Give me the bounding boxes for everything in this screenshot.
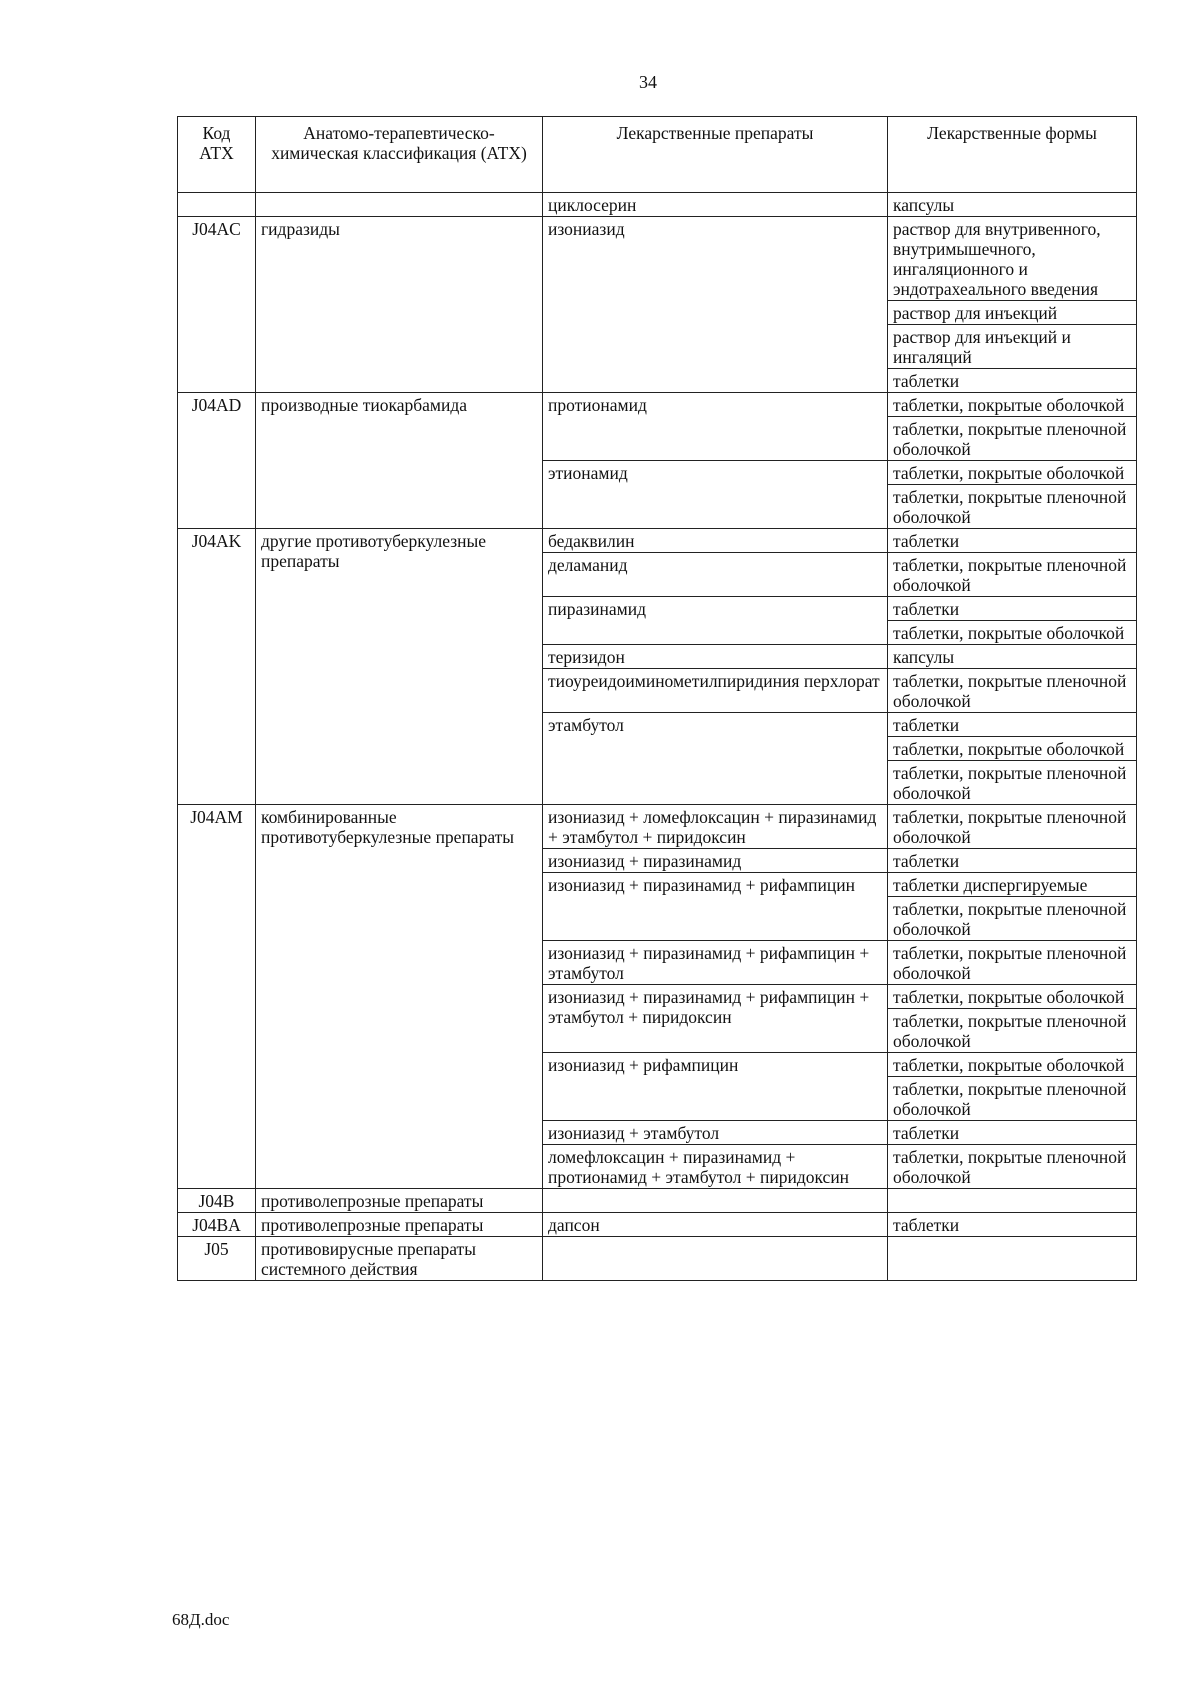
table-row bbox=[178, 193, 1137, 217]
atc-classification-cell bbox=[256, 193, 543, 217]
dosage-form-cell: таблетки, покрытые оболочкой bbox=[888, 985, 1137, 1009]
page-number: 34 bbox=[639, 72, 657, 92]
dosage-form-cell: таблетки диспергируемые bbox=[888, 873, 1137, 897]
header-atc-classification: Анатомо-терапевтическо-химическая классификация (АТХ) bbox=[256, 117, 543, 193]
dosage-form-cell: таблетки, покрытые оболочкой bbox=[888, 621, 1137, 645]
atc-code-cell: J05 bbox=[178, 1237, 256, 1281]
atc-classification-cell: противолепрозные препараты bbox=[256, 1213, 543, 1237]
dosage-form-cell: таблетки bbox=[888, 713, 1137, 737]
dosage-form-cell: таблетки, покрытые пленочной оболочкой bbox=[888, 485, 1137, 529]
atc-code-cell: J04AC bbox=[178, 217, 256, 393]
header-drugs: Лекарственные препараты bbox=[543, 117, 888, 193]
dosage-form-cell: капсулы bbox=[888, 645, 1137, 669]
drug-name-cell: изониазид + пиразинамид + рифампицин + этамбутол + пиридоксин bbox=[543, 985, 888, 1053]
drug-name-cell: протионамид bbox=[543, 393, 888, 461]
dosage-form-cell: таблетки, покрытые пленочной оболочкой bbox=[888, 1009, 1137, 1053]
dosage-form-cell: таблетки, покрытые оболочкой bbox=[888, 461, 1137, 485]
drug-table bbox=[177, 116, 1137, 1281]
table-row bbox=[178, 217, 1137, 301]
atc-classification-cell: производные тиокарбамида bbox=[256, 393, 543, 529]
dosage-form-cell: таблетки, покрытые пленочной оболочкой bbox=[888, 761, 1137, 805]
dosage-form-cell: раствор для инъекций bbox=[888, 301, 1137, 325]
drug-name-cell: тиоуреидоиминометилпиридиния перхлорат bbox=[543, 669, 888, 713]
atc-code-cell: J04AD bbox=[178, 393, 256, 529]
drug-name-cell: изониазид + ломефлоксацин + пиразинамид + этамбутол + пиридоксин bbox=[543, 805, 888, 849]
dosage-form-cell: таблетки, покрытые пленочной оболочкой bbox=[888, 417, 1137, 461]
table-row bbox=[178, 1189, 1137, 1213]
drug-name-cell: ломефлоксацин + пиразинамид + протионамид + этамбутол + пиридоксин bbox=[543, 1145, 888, 1189]
dosage-form-cell bbox=[888, 1237, 1137, 1281]
atc-code-cell: J04AM bbox=[178, 805, 256, 1189]
dosage-form-cell: таблетки bbox=[888, 849, 1137, 873]
header-dosage-forms: Лекарственные формы bbox=[888, 117, 1137, 193]
drug-name-cell: деламанид bbox=[543, 553, 888, 597]
drug-name-cell bbox=[543, 1189, 888, 1213]
dosage-form-cell: таблетки bbox=[888, 1121, 1137, 1145]
atc-classification-cell: противовирусные препараты системного действия bbox=[256, 1237, 543, 1281]
table-row bbox=[178, 529, 1137, 553]
drug-name-cell: изониазид + рифампицин bbox=[543, 1053, 888, 1121]
drug-name-cell: изониазид + пиразинамид bbox=[543, 849, 888, 873]
drug-name-cell: изониазид bbox=[543, 217, 888, 393]
drug-name-cell bbox=[543, 1237, 888, 1281]
table-row bbox=[178, 393, 1137, 417]
drug-name-cell: пиразинамид bbox=[543, 597, 888, 645]
drug-name-cell: теризидон bbox=[543, 645, 888, 669]
dosage-form-cell: таблетки, покрытые пленочной оболочкой bbox=[888, 1077, 1137, 1121]
drug-name-cell: изониазид + пиразинамид + рифампицин bbox=[543, 873, 888, 941]
dosage-form-cell: таблетки, покрытые пленочной оболочкой bbox=[888, 553, 1137, 597]
dosage-form-cell: таблетки, покрытые оболочкой bbox=[888, 1053, 1137, 1077]
table-row bbox=[178, 1237, 1137, 1281]
atc-classification-cell: комбинированные противотуберкулезные препараты bbox=[256, 805, 543, 1189]
drug-name-cell: циклосерин bbox=[543, 193, 888, 217]
dosage-form-cell: раствор для инъекций и ингаляций bbox=[888, 325, 1137, 369]
dosage-form-cell: таблетки, покрытые оболочкой bbox=[888, 393, 1137, 417]
dosage-form-cell bbox=[888, 1189, 1137, 1213]
atc-code-cell bbox=[178, 193, 256, 217]
dosage-form-cell: таблетки, покрытые пленочной оболочкой bbox=[888, 897, 1137, 941]
footer-filename: 68Д.doc bbox=[172, 1610, 230, 1629]
atc-code-cell: J04AK bbox=[178, 529, 256, 805]
drug-name-cell: этионамид bbox=[543, 461, 888, 529]
dosage-form-cell: раствор для внутривенного, внутримышечного, ингаляционного и эндотрахеального введения bbox=[888, 217, 1137, 301]
drug-name-cell: дапсон bbox=[543, 1213, 888, 1237]
dosage-form-cell: таблетки, покрытые пленочной оболочкой bbox=[888, 941, 1137, 985]
atc-classification-cell: другие противотуберкулезные препараты bbox=[256, 529, 543, 805]
dosage-form-cell: таблетки bbox=[888, 597, 1137, 621]
table-body bbox=[178, 193, 1137, 1281]
atc-code-cell: J04B bbox=[178, 1189, 256, 1213]
dosage-form-cell: таблетки, покрытые оболочкой bbox=[888, 737, 1137, 761]
dosage-form-cell: капсулы bbox=[888, 193, 1137, 217]
dosage-form-cell: таблетки bbox=[888, 529, 1137, 553]
atc-classification-cell: гидразиды bbox=[256, 217, 543, 393]
header-atc-code: Код АТХ bbox=[178, 117, 256, 193]
table-row bbox=[178, 805, 1137, 849]
drug-name-cell: этамбутол bbox=[543, 713, 888, 805]
table-row bbox=[178, 1213, 1137, 1237]
dosage-form-cell: таблетки, покрытые пленочной оболочкой bbox=[888, 669, 1137, 713]
dosage-form-cell: таблетки bbox=[888, 369, 1137, 393]
dosage-form-cell: таблетки, покрытые пленочной оболочкой bbox=[888, 805, 1137, 849]
drug-name-cell: изониазид + этамбутол bbox=[543, 1121, 888, 1145]
dosage-form-cell: таблетки bbox=[888, 1213, 1137, 1237]
atc-classification-cell: противолепрозные препараты bbox=[256, 1189, 543, 1213]
dosage-form-cell: таблетки, покрытые пленочной оболочкой bbox=[888, 1145, 1137, 1189]
table-header-row bbox=[178, 117, 1137, 193]
drug-name-cell: изониазид + пиразинамид + рифампицин + этамбутол bbox=[543, 941, 888, 985]
drug-name-cell: бедаквилин bbox=[543, 529, 888, 553]
atc-code-cell: J04BA bbox=[178, 1213, 256, 1237]
